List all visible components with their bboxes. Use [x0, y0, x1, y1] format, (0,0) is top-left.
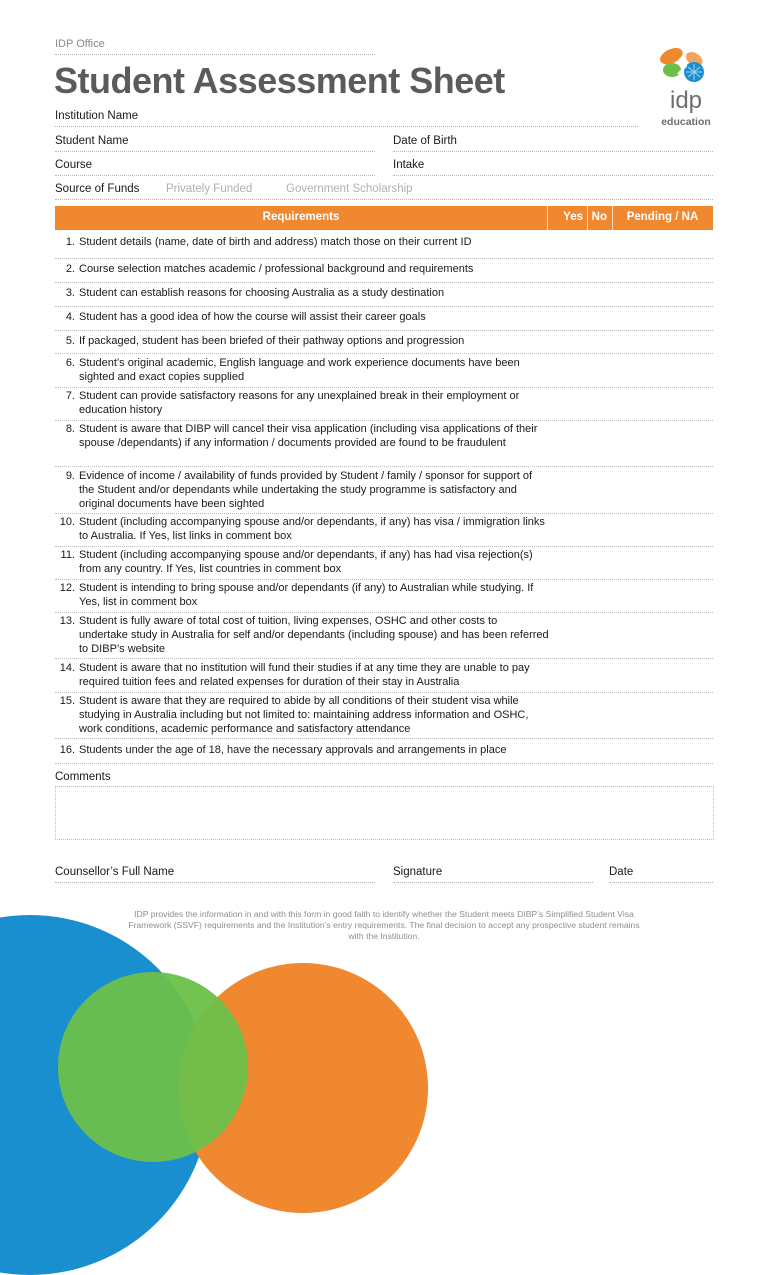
- idp-logo: [652, 38, 724, 130]
- requirement-text: Student is fully aware of total cost of tuition, living expenses, OSHC and other costs to undertake study in Australia for self and/or dependants (including spouse) and has been referred to DIBP’s website: [79, 615, 549, 655]
- requirement-text: Students under the age of 18, have the necessary approvals and arrangements in place: [79, 744, 507, 756]
- government-scholarship-option[interactable]: Government Scholarship: [286, 183, 413, 195]
- date-label: Date: [609, 866, 634, 878]
- requirement-row[interactable]: [55, 695, 713, 739]
- requirements-header-bar: [55, 206, 713, 230]
- requirement-number: 10.: [59, 516, 75, 528]
- requirement-number: 16.: [59, 744, 75, 756]
- requirement-number: 4.: [65, 311, 75, 323]
- source-of-funds-line: [55, 199, 713, 200]
- requirement-number: 15.: [59, 695, 75, 707]
- requirement-number: 7.: [65, 390, 75, 402]
- requirement-row[interactable]: [55, 236, 713, 259]
- requirement-text: Student is aware that they are required to abide by all conditions of their student visa while studying in Australia including but not limited to: maintaining address information and OSHC, work conditions, academic performance and satisfactory attendance: [79, 695, 529, 735]
- comments-box[interactable]: [55, 786, 714, 840]
- requirement-row[interactable]: [55, 263, 713, 283]
- counsellor-name-label: Counsellor’s Full Name: [55, 866, 175, 878]
- yes-column-header: Yes: [563, 211, 583, 223]
- idp-logo-graphic: [652, 38, 724, 130]
- idp-office-label: IDP Office: [55, 38, 105, 50]
- pending-column-header: Pending / NA: [626, 211, 699, 223]
- decorative-green-circle: [58, 972, 248, 1162]
- institution-name-label: Institution Name: [55, 110, 139, 122]
- requirement-text: Student is aware that DIBP will cancel their visa application (including visa applications of their spouse /dependants) if any information / documents provided are found to be fraudulent: [79, 423, 538, 449]
- requirement-text: Student can provide satisfactory reasons for any unexplained break in their employment or education history: [79, 390, 520, 416]
- requirement-number: 13.: [59, 615, 75, 627]
- requirement-number: 9.: [65, 470, 75, 482]
- intake-label: Intake: [393, 159, 425, 171]
- requirement-row[interactable]: [55, 287, 713, 307]
- requirement-text: Student has a good idea of how the course will assist their career goals: [79, 311, 426, 323]
- requirement-text: Student is aware that no institution will fund their studies if at any time they are unable to pay required tuition fees and related expenses for duration of their stay in Australia: [79, 662, 530, 688]
- requirement-text: Student’s original academic, English language and work experience documents have been sighted and exact copies supplied: [79, 357, 520, 383]
- requirement-number: 8.: [65, 423, 75, 435]
- course-label: Course: [55, 159, 93, 171]
- requirement-row[interactable]: [55, 357, 713, 388]
- requirement-row[interactable]: [55, 311, 713, 331]
- requirement-number: 14.: [59, 662, 75, 674]
- intake-field[interactable]: [393, 175, 713, 176]
- requirement-text: Student details (name, date of birth and address) match those on their current ID: [79, 236, 472, 248]
- requirement-row[interactable]: [55, 470, 713, 514]
- requirement-number: 3.: [65, 287, 75, 299]
- requirement-number: 2.: [65, 263, 75, 275]
- requirement-row[interactable]: [55, 423, 713, 467]
- source-of-funds-label: Source of Funds: [55, 183, 140, 195]
- requirement-text: Student can establish reasons for choosing Australia as a study destination: [79, 287, 445, 299]
- privately-funded-option[interactable]: Privately Funded: [166, 183, 253, 195]
- requirement-row[interactable]: [55, 390, 713, 421]
- requirement-row[interactable]: [55, 744, 713, 764]
- course-field[interactable]: [55, 175, 375, 176]
- requirement-text: Student (including accompanying spouse and/or dependants, if any) has had visa rejection(s) from any country. If Yes, list countries in comment box: [79, 549, 533, 575]
- date-of-birth-field[interactable]: [393, 151, 713, 152]
- page-title: Student Assessment Sheet: [54, 60, 505, 101]
- requirement-number: 5.: [65, 335, 75, 347]
- idp-office-field-line[interactable]: [55, 54, 375, 55]
- student-name-field[interactable]: [55, 151, 375, 152]
- requirement-text: Evidence of income / availability of funds provided by Student / family / sponsor for support of the Student and/or dependants while undertaking the study programme is satisfactory and original documents have been sighted: [79, 470, 533, 510]
- counsellor-name-field[interactable]: [55, 882, 375, 883]
- requirement-row[interactable]: [55, 516, 713, 547]
- requirement-text: Course selection matches academic / professional background and requirements: [79, 263, 474, 275]
- idp-logo-subtext: education: [661, 116, 711, 128]
- idp-logo-text: idp: [669, 87, 703, 114]
- signature-field[interactable]: [393, 882, 593, 883]
- requirement-text: Student (including accompanying spouse and/or dependants, if any) has visa / immigration links to Australia. If Yes, list links in comment box: [79, 516, 545, 542]
- date-of-birth-label: Date of Birth: [393, 135, 457, 147]
- student-name-label: Student Name: [55, 135, 129, 147]
- institution-name-field[interactable]: [55, 126, 638, 127]
- no-column-header: No: [591, 211, 607, 223]
- requirement-number: 12.: [59, 582, 75, 594]
- signature-label: Signature: [393, 866, 443, 878]
- comments-label: Comments: [55, 771, 111, 783]
- disclaimer-text: IDP provides the information in and with this form in good faith to identify whether the Student meets DIBP’s Simplified Student Visa Framework (SSVF) requirements and the Institution’s entry requirements. The final decision to accept any prospective student remains with the Institution.: [128, 909, 640, 941]
- requirement-number: 11.: [60, 549, 75, 561]
- requirement-row[interactable]: [55, 662, 713, 693]
- requirement-number: 6.: [65, 357, 75, 369]
- requirement-row[interactable]: [55, 549, 713, 580]
- requirement-text: Student is intending to bring spouse and/or dependants (if any) to Australian while studying. If Yes, list in comment box: [79, 582, 534, 608]
- date-field[interactable]: [609, 882, 713, 883]
- requirement-text: If packaged, student has been briefed of their pathway options and progression: [79, 335, 465, 347]
- requirements-column-header: Requirements: [262, 211, 340, 223]
- requirement-row[interactable]: [55, 335, 713, 354]
- requirement-row[interactable]: [55, 582, 713, 613]
- requirement-number: 1.: [65, 236, 75, 248]
- requirement-row[interactable]: [55, 615, 713, 659]
